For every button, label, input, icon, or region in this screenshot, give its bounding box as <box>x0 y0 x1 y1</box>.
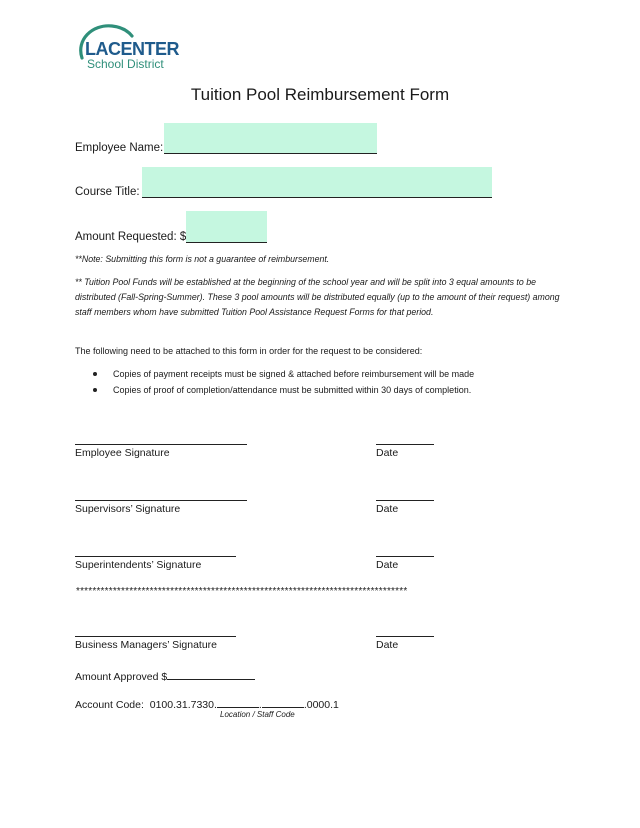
employee-signature-line[interactable] <box>75 444 247 445</box>
account-code-prefix: 0100.31.7330. <box>149 699 217 711</box>
supervisor-date-line[interactable] <box>376 500 434 501</box>
attachments-intro: The following need to be attached to this form in order for the request to be considered: <box>75 346 423 356</box>
employee-name-field[interactable] <box>164 123 377 154</box>
supervisor-date-label: Date <box>376 503 399 515</box>
attachments-list <box>92 366 474 398</box>
section-separator: ********************************************************************************* <box>76 586 408 597</box>
bullet-icon <box>93 388 97 392</box>
account-code-row <box>75 696 339 711</box>
district-logo <box>74 22 184 74</box>
supervisor-signature-line[interactable] <box>75 500 247 501</box>
employee-signature-label: Employee Signature <box>75 447 170 459</box>
location-staff-hint: Location / Staff Code <box>220 710 295 719</box>
amount-requested-field[interactable] <box>186 211 267 243</box>
superintendent-signature-line[interactable] <box>75 556 236 557</box>
amount-approved-field[interactable] <box>167 668 255 680</box>
amount-approved-row <box>75 668 255 683</box>
bullet-icon <box>93 372 97 376</box>
amount-approved-label: Amount Approved $ <box>75 671 168 683</box>
account-code-suffix: .0000.1 <box>303 699 339 711</box>
employee-date-label: Date <box>376 447 399 459</box>
supervisor-signature-label: Supervisors’ Signature <box>75 503 181 515</box>
business-manager-signature-line[interactable] <box>75 636 236 637</box>
superintendent-date-label: Date <box>376 559 399 571</box>
list-item: Copies of proof of completion/attendance must be submitted within 30 days of completion. <box>92 382 474 398</box>
course-title-field[interactable] <box>142 167 492 198</box>
superintendent-signature-label: Superintendents’ Signature <box>75 559 202 571</box>
note-guarantee: **Note: Submitting this form is not a guarantee of reimbursement. <box>75 254 330 264</box>
course-title-label: Course Title: <box>75 186 140 198</box>
business-manager-date-line[interactable] <box>376 636 434 637</box>
account-code-label: Account Code: <box>75 699 144 711</box>
business-manager-date-label: Date <box>376 639 399 651</box>
logo-wordmark: LACENTER <box>85 39 179 59</box>
page-title: Tuition Pool Reimbursement Form <box>190 85 450 104</box>
list-item: Copies of payment receipts must be signed & attached before reimbursement will be made <box>92 366 474 382</box>
employee-date-line[interactable] <box>376 444 434 445</box>
employee-name-label: Employee Name: <box>75 142 164 154</box>
business-manager-signature-label: Business Managers’ Signature <box>75 639 218 651</box>
amount-requested-label: Amount Requested: $ <box>75 231 187 243</box>
staff-code-field[interactable] <box>262 696 304 708</box>
note-pool-funds: ** Tuition Pool Funds will be established at the beginning of the school year and will be split into 3 equal amounts to be distributed (Fall-Spring-Summer). These 3 pool amounts will be distributed equally (up to the amount of their request) among staff members whom have submitted Tuition Pool Assistance Request Forms for that period. <box>75 277 560 317</box>
location-code-field[interactable] <box>217 696 259 708</box>
account-code-dot: . <box>258 699 262 711</box>
superintendent-date-line[interactable] <box>376 556 434 557</box>
logo-subtitle: School District <box>87 57 164 71</box>
